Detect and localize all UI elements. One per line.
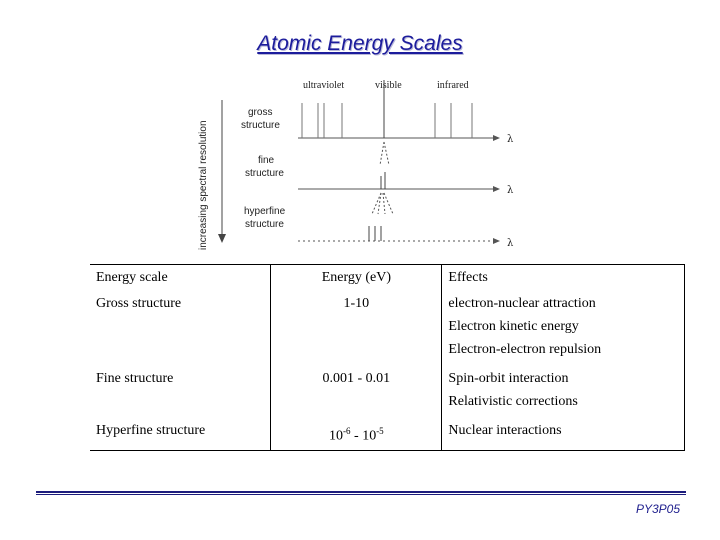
hyperfine-lines bbox=[369, 226, 381, 241]
header-effects: Effects bbox=[442, 265, 685, 292]
cell-effects bbox=[442, 366, 685, 418]
region-infrared: infrared bbox=[437, 80, 469, 91]
page-title: Atomic Energy Scales bbox=[257, 32, 463, 55]
cell-scale: Hyperfine structure bbox=[90, 418, 271, 450]
effect-item: Relativistic corrections bbox=[448, 394, 578, 409]
cell-energy: 1-10 bbox=[271, 291, 442, 366]
cell-effects bbox=[442, 418, 685, 450]
effect-item: Spin-orbit interaction bbox=[448, 371, 569, 386]
level-label-gross: gross structure bbox=[241, 107, 280, 131]
table-row-fine bbox=[90, 366, 685, 418]
resolution-axis-label: increasing spectral resolution bbox=[198, 120, 209, 250]
fine-lambda: λ bbox=[507, 185, 514, 196]
cell-scale: Fine structure bbox=[96, 371, 174, 386]
cell-scale: Gross structure bbox=[96, 296, 182, 311]
gross-to-fine-dash bbox=[380, 142, 389, 165]
effect-item: Nuclear interactions bbox=[448, 423, 562, 438]
effect-item: Electron kinetic energy bbox=[448, 319, 579, 334]
resolution-axis-arrowhead bbox=[218, 234, 226, 243]
table-row-hyperfine bbox=[90, 418, 685, 450]
header-energy-ev: Energy (eV) bbox=[271, 265, 442, 292]
hyperfine-axis-arrowhead bbox=[493, 238, 500, 244]
energy-scale-table bbox=[90, 264, 685, 451]
gross-lambda: λ bbox=[507, 134, 514, 145]
energy-exponent-2: -5 bbox=[376, 426, 384, 436]
effect-item: Electron-electron repulsion bbox=[448, 342, 602, 357]
course-code: PY3P05 bbox=[635, 502, 680, 516]
effect-item: electron-nuclear attraction bbox=[448, 296, 596, 311]
level-label-fine: fine structure bbox=[245, 155, 284, 179]
footer-divider-thin bbox=[36, 494, 686, 495]
energy-exponent-1: -6 bbox=[343, 426, 351, 436]
cell-energy: 0.001 - 0.01 bbox=[271, 366, 442, 418]
region-ultraviolet: ultraviolet bbox=[303, 80, 345, 91]
energy-base-2: 10 bbox=[362, 428, 377, 444]
footer-divider bbox=[36, 491, 686, 493]
fine-axis-arrowhead bbox=[493, 186, 500, 192]
gross-axis-arrowhead bbox=[493, 135, 500, 141]
table-row-gross bbox=[90, 291, 685, 366]
table-header-row bbox=[90, 265, 685, 292]
cell-energy bbox=[271, 418, 442, 450]
level-label-hyperfine: hyperfine structure bbox=[244, 206, 286, 230]
cell-effects bbox=[442, 291, 685, 366]
header-energy-scale: Energy scale bbox=[90, 265, 271, 292]
region-visible: visible bbox=[375, 80, 402, 91]
hyperfine-lambda: λ bbox=[507, 238, 514, 249]
fine-to-hyperfine-dash bbox=[372, 193, 393, 214]
energy-scale-diagram bbox=[0, 0, 720, 260]
energy-base-1: 10 bbox=[329, 428, 344, 444]
fine-lines bbox=[381, 172, 385, 189]
energy-separator: - bbox=[350, 428, 363, 444]
